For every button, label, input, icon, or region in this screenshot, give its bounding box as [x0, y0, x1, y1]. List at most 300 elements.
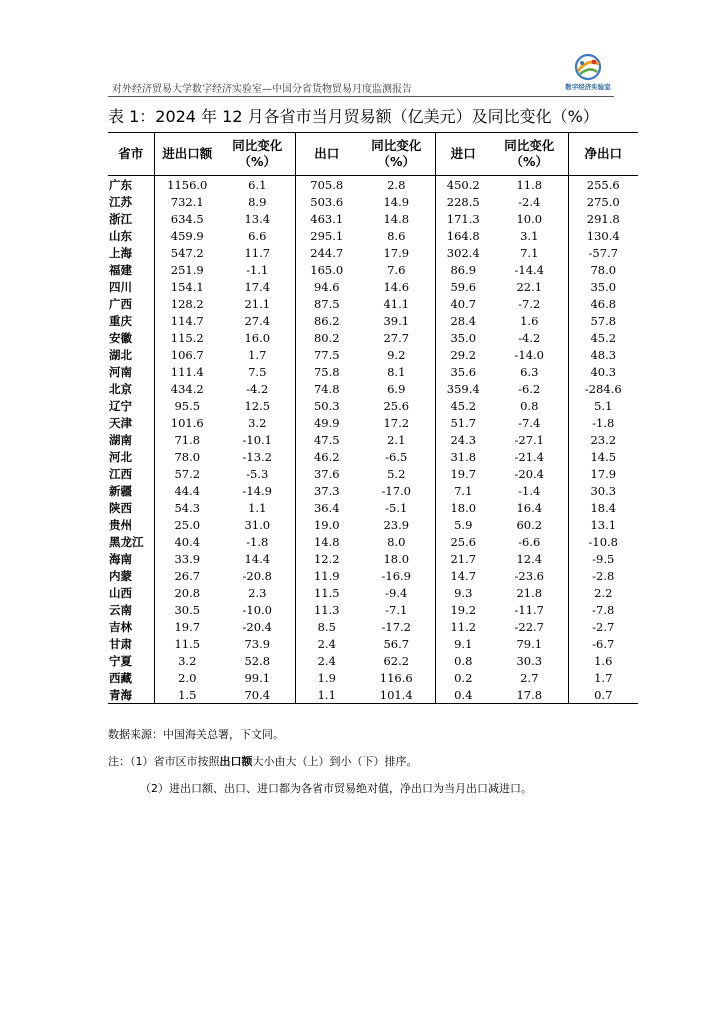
cell-import-yoy: -22.7: [491, 618, 568, 635]
cell-import-yoy: -20.4: [491, 465, 568, 482]
cell-province: 湖北: [108, 346, 154, 363]
lab-logo: [560, 52, 616, 92]
cell-export: 47.5: [313, 432, 340, 447]
cell-province: 辽宁: [108, 397, 154, 414]
cell-export-yoy: -6.5: [358, 448, 435, 465]
cell-net-export: 1.6: [594, 653, 613, 668]
cell-total-yoy: 12.5: [220, 397, 295, 414]
cell-total-yoy: -1.1: [220, 261, 295, 278]
cell-import: 59.6: [450, 279, 477, 294]
table-header-row: [108, 133, 638, 176]
cell-net-export: 17.9: [590, 466, 617, 481]
cell-total-yoy: -13.2: [220, 448, 295, 465]
cell-import-yoy: 7.1: [491, 244, 568, 261]
cell-export-yoy: 39.1: [358, 312, 435, 329]
header-import-yoy: [491, 133, 568, 176]
cell-export: 80.2: [313, 330, 340, 345]
cell-import: 7.1: [454, 483, 473, 498]
table-row: [108, 686, 638, 704]
cell-import: 28.4: [450, 313, 477, 328]
cell-total-yoy: 6.6: [220, 227, 295, 244]
cell-import-yoy: -7.2: [491, 295, 568, 312]
cell-import: 228.5: [446, 194, 480, 209]
cell-total-yoy: 1.7: [220, 346, 295, 363]
cell-export: 2.4: [317, 653, 336, 668]
cell-import-yoy: 11.8: [491, 176, 568, 194]
cell-province: 北京: [108, 380, 154, 397]
table-row: [108, 363, 638, 380]
cell-import-yoy: -6.6: [491, 533, 568, 550]
cell-export-yoy: 23.9: [358, 516, 435, 533]
table-row: [108, 516, 638, 533]
cell-total-trade: 128.2: [170, 296, 204, 311]
cell-total-yoy: 99.1: [220, 669, 295, 686]
cell-export-yoy: 41.1: [358, 295, 435, 312]
cell-province: 海南: [108, 550, 154, 567]
cell-export: 11.3: [313, 602, 340, 617]
cell-province: 福建: [108, 261, 154, 278]
data-source-note: 数据来源：中国海关总署，下文同。: [108, 728, 284, 741]
cell-total-trade: 26.7: [174, 568, 201, 583]
cell-net-export: 40.3: [590, 364, 617, 379]
cell-province: 西藏: [108, 669, 154, 686]
cell-province: 黑龙江: [108, 533, 154, 550]
cell-import-yoy: 30.3: [491, 652, 568, 669]
cell-net-export: 13.1: [590, 517, 617, 532]
cell-import: 9.3: [454, 585, 473, 600]
cell-export-yoy: 56.7: [358, 635, 435, 652]
cell-total-trade: 154.1: [170, 279, 204, 294]
cell-export-yoy: 101.4: [358, 686, 435, 704]
cell-export: 36.4: [313, 500, 340, 515]
table-row: [108, 499, 638, 516]
note-1-suffix: 大小由大（上）到小（下）排序。: [252, 755, 418, 768]
cell-import: 24.3: [450, 432, 477, 447]
cell-total-trade: 25.0: [174, 517, 201, 532]
header-total-trade: 进出口额: [154, 133, 220, 176]
cell-import-yoy: 22.1: [491, 278, 568, 295]
cell-net-export: 78.0: [590, 262, 617, 277]
cell-import-yoy: -21.4: [491, 448, 568, 465]
header-total-yoy: [220, 133, 295, 176]
table-row: [108, 601, 638, 618]
cell-total-trade: 44.4: [174, 483, 201, 498]
cell-total-trade: 95.5: [174, 398, 201, 413]
cell-net-export: -7.8: [592, 602, 615, 617]
header-net-export: 净出口: [568, 133, 638, 176]
cell-province: 重庆: [108, 312, 154, 329]
table-row: [108, 210, 638, 227]
cell-export: 74.8: [313, 381, 340, 396]
cell-province: 山西: [108, 584, 154, 601]
cell-import: 19.7: [450, 466, 477, 481]
cell-net-export: -57.7: [588, 245, 618, 260]
header-import: 进口: [435, 133, 491, 176]
cell-import-yoy: 21.8: [491, 584, 568, 601]
table-row: [108, 482, 638, 499]
cell-export-yoy: 14.6: [358, 278, 435, 295]
cell-import: 14.7: [450, 568, 477, 583]
cell-export: 19.0: [313, 517, 340, 532]
cell-province: 山东: [108, 227, 154, 244]
cell-province: 河北: [108, 448, 154, 465]
cell-net-export: 0.7: [568, 686, 638, 704]
cell-total-yoy: 8.9: [220, 193, 295, 210]
cell-net-export: 18.4: [590, 500, 617, 515]
table-row: [108, 652, 638, 669]
cell-province: 陕西: [108, 499, 154, 516]
header-import-yoy-unit: （%）: [510, 154, 549, 169]
cell-total-yoy: -5.3: [220, 465, 295, 482]
cell-net-export: 46.8: [590, 296, 617, 311]
cell-total-trade: 71.8: [174, 432, 201, 447]
cell-import-yoy: -6.2: [491, 380, 568, 397]
cell-total-trade: 634.5: [170, 211, 204, 226]
cell-net-export: -9.5: [592, 551, 615, 566]
cell-import: 164.8: [446, 228, 480, 243]
cell-import: 31.8: [450, 449, 477, 464]
trade-table: [108, 132, 638, 704]
cell-export: 1.1: [295, 686, 358, 704]
cell-province: 四川: [108, 278, 154, 295]
cell-total-trade: 106.7: [170, 347, 204, 362]
cell-import-yoy: -7.4: [491, 414, 568, 431]
cell-import-yoy: 60.2: [491, 516, 568, 533]
note-2: （2）进出口额、出口、进口都为各省市贸易绝对值，净出口为当月出口减进口。: [140, 782, 532, 795]
cell-import-yoy: 2.7: [491, 669, 568, 686]
cell-province: 青海: [108, 686, 154, 704]
cell-total-trade: 101.6: [170, 415, 204, 430]
cell-total-trade: 111.4: [170, 364, 204, 379]
table-row: [108, 431, 638, 448]
cell-import-yoy: 6.3: [491, 363, 568, 380]
cell-export: 503.6: [310, 194, 344, 209]
table-row: [108, 567, 638, 584]
cell-import-yoy: -4.2: [491, 329, 568, 346]
cell-total-trade: 114.7: [170, 313, 204, 328]
table-row: [108, 346, 638, 363]
cell-province: 上海: [108, 244, 154, 261]
cell-import-yoy: -27.1: [491, 431, 568, 448]
cell-net-export: 5.1: [594, 398, 613, 413]
cell-import-yoy: -2.4: [491, 193, 568, 210]
cell-net-export: -10.8: [588, 534, 618, 549]
cell-import: 5.9: [454, 517, 473, 532]
table-row: [108, 448, 638, 465]
cell-export-yoy: 6.9: [358, 380, 435, 397]
cell-export: 244.7: [310, 245, 344, 260]
header-export-yoy-label: 同比变化: [371, 138, 422, 153]
cell-province: 天津: [108, 414, 154, 431]
header-total-yoy-unit: （%）: [238, 154, 277, 169]
cell-export-yoy: 9.2: [358, 346, 435, 363]
cell-import-yoy: -11.7: [491, 601, 568, 618]
cell-import-yoy: -1.4: [491, 482, 568, 499]
cell-total-yoy: 14.4: [220, 550, 295, 567]
cell-import-yoy: 17.8: [491, 686, 568, 704]
cell-import: 11.2: [450, 619, 477, 634]
cell-province: 吉林: [108, 618, 154, 635]
cell-total-yoy: 2.3: [220, 584, 295, 601]
cell-province: 江西: [108, 465, 154, 482]
cell-total-trade: 19.7: [174, 619, 201, 634]
cell-import: 29.2: [450, 347, 477, 362]
cell-province: 内蒙: [108, 567, 154, 584]
cell-total-yoy: -4.2: [220, 380, 295, 397]
cell-total-trade: 40.4: [174, 534, 201, 549]
cell-export-yoy: -9.4: [358, 584, 435, 601]
cell-export: 2.4: [317, 636, 336, 651]
cell-province: 湖南: [108, 431, 154, 448]
cell-total-yoy: 27.4: [220, 312, 295, 329]
cell-export-yoy: 8.6: [358, 227, 435, 244]
table-row: [108, 193, 638, 210]
cell-export: 94.6: [313, 279, 340, 294]
globe-logo-icon: [560, 52, 616, 84]
cell-net-export: 14.5: [590, 449, 617, 464]
cell-net-export: -2.7: [592, 619, 615, 634]
cell-export: 165.0: [310, 262, 344, 277]
cell-export: 12.2: [313, 551, 340, 566]
cell-net-export: 23.2: [590, 432, 617, 447]
cell-province: 甘肃: [108, 635, 154, 652]
header-divider: [108, 96, 614, 97]
table-row: [108, 635, 638, 652]
cell-total-trade: 3.2: [178, 653, 197, 668]
cell-total-trade: 1.5: [154, 686, 220, 704]
cell-total-trade: 33.9: [174, 551, 201, 566]
header-total-yoy-label: 同比变化: [232, 138, 283, 153]
cell-import-yoy: 16.4: [491, 499, 568, 516]
cell-total-trade: 115.2: [170, 330, 204, 345]
cell-total-trade: 11.5: [174, 636, 201, 651]
cell-net-export: 48.3: [590, 347, 617, 362]
cell-import-yoy: 0.8: [491, 397, 568, 414]
cell-total-yoy: -20.8: [220, 567, 295, 584]
cell-export-yoy: 18.0: [358, 550, 435, 567]
table-row: [108, 295, 638, 312]
logo-label: 数字经济实验室: [565, 83, 611, 91]
cell-export: 77.5: [313, 347, 340, 362]
cell-import: 18.0: [450, 500, 477, 515]
cell-import-yoy: -14.4: [491, 261, 568, 278]
cell-import-yoy: 10.0: [491, 210, 568, 227]
table-row: [108, 533, 638, 550]
cell-export-yoy: 8.0: [358, 533, 435, 550]
cell-export-yoy: 14.9: [358, 193, 435, 210]
cell-export-yoy: 7.6: [358, 261, 435, 278]
table-row: [108, 176, 638, 194]
cell-net-export: -1.8: [592, 415, 615, 430]
cell-total-trade: 78.0: [174, 449, 201, 464]
cell-net-export: 275.0: [586, 194, 620, 209]
cell-export-yoy: 14.8: [358, 210, 435, 227]
cell-import: 51.7: [450, 415, 477, 430]
table-row: [108, 414, 638, 431]
cell-import: 0.4: [435, 686, 491, 704]
note-1-bold: 出口额: [219, 755, 253, 768]
header-export: 出口: [295, 133, 358, 176]
note-1: [108, 753, 418, 769]
cell-import-yoy: -23.6: [491, 567, 568, 584]
header-province: 省市: [108, 133, 154, 176]
cell-export-yoy: 17.2: [358, 414, 435, 431]
cell-export-yoy: 17.9: [358, 244, 435, 261]
cell-export: 49.9: [313, 415, 340, 430]
cell-export: 14.8: [313, 534, 340, 549]
cell-export: 463.1: [310, 211, 344, 226]
cell-net-export: 291.8: [586, 211, 620, 226]
cell-total-yoy: -20.4: [220, 618, 295, 635]
table-row: [108, 584, 638, 601]
cell-total-trade: 20.8: [174, 585, 201, 600]
cell-export-yoy: 25.6: [358, 397, 435, 414]
table-row: [108, 669, 638, 686]
cell-export: 87.5: [313, 296, 340, 311]
cell-export: 705.8: [310, 177, 344, 192]
cell-import: 35.6: [450, 364, 477, 379]
cell-export: 11.5: [313, 585, 340, 600]
cell-net-export: -284.6: [584, 381, 622, 396]
table-row: [108, 380, 638, 397]
cell-net-export: -2.8: [592, 568, 615, 583]
table-row: [108, 278, 638, 295]
cell-province: 宁夏: [108, 652, 154, 669]
cell-total-yoy: -14.9: [220, 482, 295, 499]
cell-export-yoy: -7.1: [358, 601, 435, 618]
cell-net-export: 57.8: [590, 313, 617, 328]
cell-import-yoy: 12.4: [491, 550, 568, 567]
table-row: [108, 465, 638, 482]
cell-net-export: 30.3: [590, 483, 617, 498]
table-title: 表 1：2024 年 12 月各省市当月贸易额（亿美元）及同比变化（%）: [108, 107, 599, 126]
cell-total-yoy: 16.0: [220, 329, 295, 346]
cell-export-yoy: 5.2: [358, 465, 435, 482]
cell-province: 广东: [108, 176, 154, 194]
cell-total-trade: 30.5: [174, 602, 201, 617]
cell-total-trade: 57.2: [174, 466, 201, 481]
cell-import: 0.2: [454, 670, 473, 685]
table-row: [108, 397, 638, 414]
header-export-yoy: [358, 133, 435, 176]
cell-import-yoy: 3.1: [491, 227, 568, 244]
cell-province: 广西: [108, 295, 154, 312]
header-import-yoy-label: 同比变化: [504, 138, 555, 153]
cell-total-trade: 54.3: [174, 500, 201, 515]
cell-import: 450.2: [446, 177, 480, 192]
cell-total-yoy: 3.2: [220, 414, 295, 431]
cell-net-export: 35.0: [590, 279, 617, 294]
cell-net-export: 45.2: [590, 330, 617, 345]
cell-import: 21.7: [450, 551, 477, 566]
cell-total-yoy: 6.1: [220, 176, 295, 194]
cell-total-trade: 459.9: [170, 228, 204, 243]
cell-net-export: 2.2: [594, 585, 613, 600]
cell-total-trade: 434.2: [170, 381, 204, 396]
cell-import-yoy: 1.6: [491, 312, 568, 329]
cell-net-export: -6.7: [592, 636, 615, 651]
cell-total-trade: 547.2: [170, 245, 204, 260]
cell-total-trade: 1156.0: [167, 177, 208, 192]
cell-import: 359.4: [446, 381, 480, 396]
cell-province: 安徽: [108, 329, 154, 346]
cell-export-yoy: 27.7: [358, 329, 435, 346]
cell-import: 25.6: [450, 534, 477, 549]
cell-total-yoy: 7.5: [220, 363, 295, 380]
cell-import: 9.1: [454, 636, 473, 651]
cell-import: 302.4: [446, 245, 480, 260]
cell-import: 86.9: [450, 262, 477, 277]
cell-net-export: 255.6: [586, 177, 620, 192]
cell-total-yoy: -1.8: [220, 533, 295, 550]
table-row: [108, 261, 638, 278]
cell-province: 贵州: [108, 516, 154, 533]
report-header-text: 对外经济贸易大学数字经济实验室—中国分省货物贸易月度监测报告: [112, 84, 412, 95]
cell-total-trade: 251.9: [170, 262, 204, 277]
cell-net-export: 1.7: [594, 670, 613, 685]
cell-total-trade: 732.1: [170, 194, 204, 209]
table-row: [108, 618, 638, 635]
cell-export-yoy: -17.2: [358, 618, 435, 635]
cell-import: 35.0: [450, 330, 477, 345]
cell-province: 云南: [108, 601, 154, 618]
cell-province: 江苏: [108, 193, 154, 210]
cell-export: 295.1: [310, 228, 344, 243]
cell-export: 8.5: [317, 619, 336, 634]
cell-export: 37.3: [313, 483, 340, 498]
note-1-prefix: 注：（1）省市区市按照: [108, 755, 220, 768]
cell-import: 0.8: [454, 653, 473, 668]
table-row: [108, 244, 638, 261]
table-row: [108, 329, 638, 346]
cell-export: 1.9: [317, 670, 336, 685]
cell-total-yoy: 17.4: [220, 278, 295, 295]
cell-export: 37.6: [313, 466, 340, 481]
cell-province: 新疆: [108, 482, 154, 499]
cell-export-yoy: 116.6: [358, 669, 435, 686]
cell-import-yoy: 79.1: [491, 635, 568, 652]
cell-export-yoy: 2.8: [358, 176, 435, 194]
cell-total-yoy: -10.1: [220, 431, 295, 448]
cell-export-yoy: 2.1: [358, 431, 435, 448]
cell-province: 浙江: [108, 210, 154, 227]
cell-import-yoy: -14.0: [491, 346, 568, 363]
cell-total-yoy: 13.4: [220, 210, 295, 227]
cell-total-yoy: 1.1: [220, 499, 295, 516]
table-row: [108, 227, 638, 244]
cell-export-yoy: 62.2: [358, 652, 435, 669]
cell-export: 46.2: [313, 449, 340, 464]
cell-import: 40.7: [450, 296, 477, 311]
cell-total-yoy: -10.0: [220, 601, 295, 618]
table-row: [108, 312, 638, 329]
cell-export-yoy: -5.1: [358, 499, 435, 516]
cell-export-yoy: -16.9: [358, 567, 435, 584]
cell-export: 75.8: [313, 364, 340, 379]
cell-import: 19.2: [450, 602, 477, 617]
cell-export-yoy: -17.0: [358, 482, 435, 499]
table-row: [108, 550, 638, 567]
cell-export: 86.2: [313, 313, 340, 328]
cell-import: 45.2: [450, 398, 477, 413]
cell-total-yoy: 52.8: [220, 652, 295, 669]
cell-export: 11.9: [313, 568, 340, 583]
cell-total-yoy: 31.0: [220, 516, 295, 533]
header-export-yoy-unit: （%）: [377, 154, 416, 169]
cell-export: 50.3: [313, 398, 340, 413]
cell-export-yoy: 8.1: [358, 363, 435, 380]
cell-province: 河南: [108, 363, 154, 380]
